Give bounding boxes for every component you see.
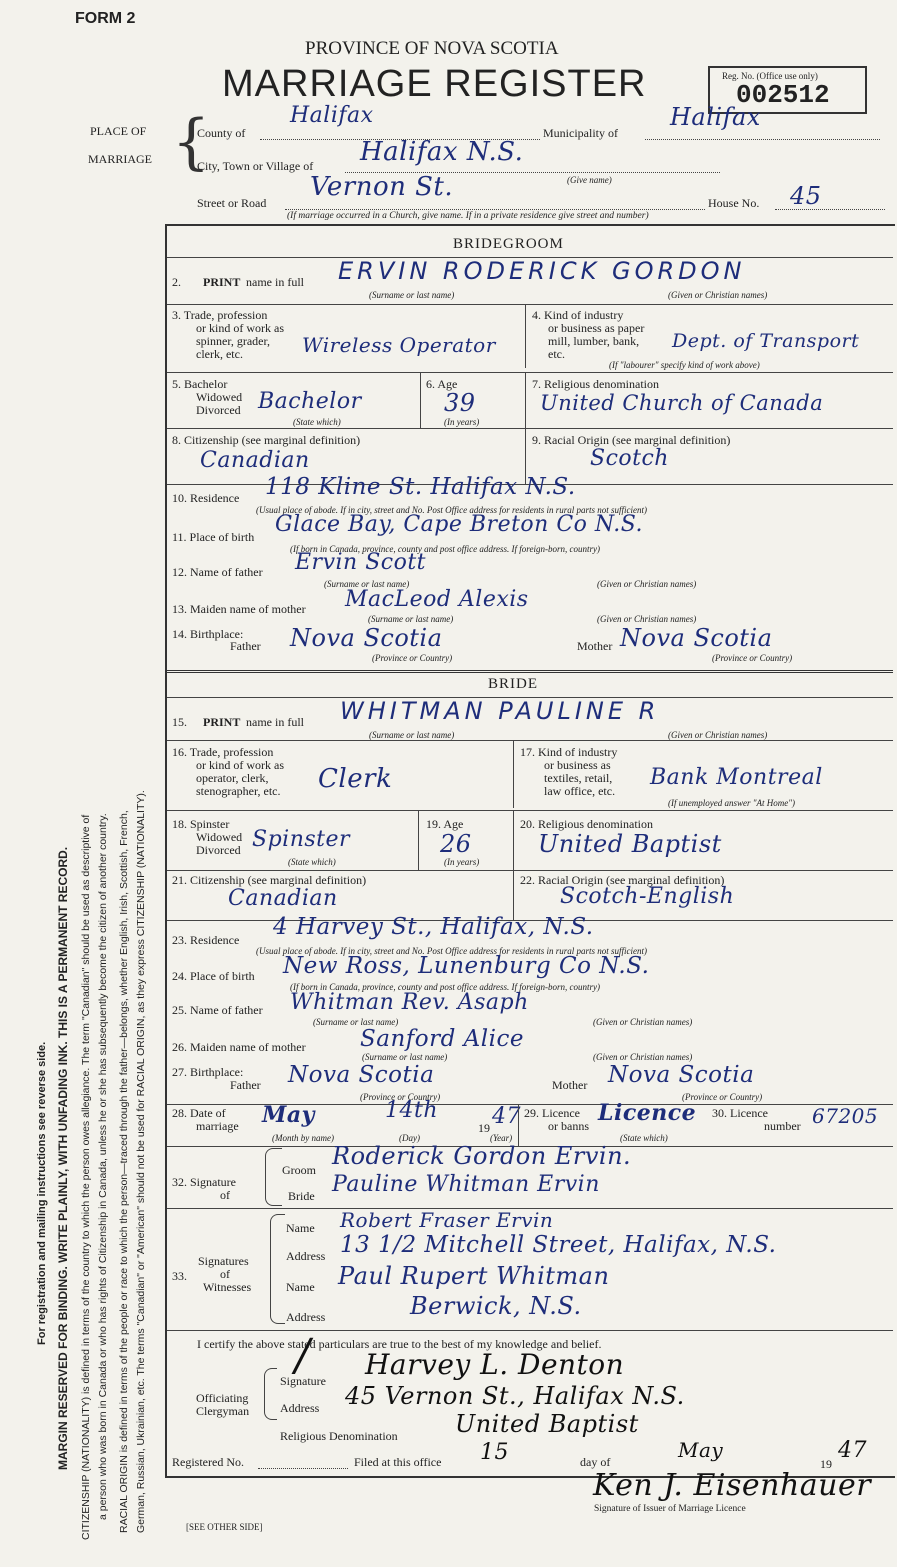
bride-citizenship-value: Canadian [228,886,338,911]
bride-trade-value: Clerk [318,764,393,794]
groom-industry-label-3: mill, lumber, bank, [548,334,640,348]
bride-citizenship-label: 21. Citizenship (see marginal definition) [172,873,367,887]
groom-racial-value: Scotch [590,446,669,471]
bride-mother-label: 26. Maiden name of mother [172,1040,306,1054]
margin-racial-def-1: RACIAL ORIGIN is defined in terms of the people or race to which the person—traced through the father—belongs, whether English, Irish, Scottish, French, [118,810,130,1533]
clergy-label-2: Clergyman [196,1404,250,1418]
groom-age-value: 39 [444,389,476,417]
bride-name-value: WHITMAN PAULINE R [340,697,660,725]
marriage-date-label-2: marriage [196,1119,239,1133]
groom-industry-value: Dept. of Transport [672,330,860,352]
bride-father-value: Whitman Rev. Asaph [290,990,529,1015]
licence-hint: (State which) [620,1133,668,1143]
bride-industry-value: Bank Montreal [650,765,823,790]
place-brace: { [172,107,211,177]
place-label-2: MARRIAGE [88,152,153,166]
divider [513,870,514,920]
bride-given-hint: (Given or Christian names) [668,730,768,740]
province-heading: PROVINCE OF NOVA SCOTIA [305,38,559,59]
county-label: County of [197,126,246,140]
groom-mother-bp-value: Nova Scotia [620,624,773,652]
groom-racial-label: 9. Racial Origin (see marginal definition) [532,433,731,447]
bride-mother-given-hint: (Given or Christian names) [593,1052,693,1062]
groom-father-bp-value: Nova Scotia [290,624,443,652]
groom-status-label-3: Divorced [196,403,241,417]
filed-year: 47 [838,1438,867,1463]
bride-father-bp-value: Nova Scotia [288,1062,435,1088]
house-value: 45 [790,182,822,210]
marriage-day-hint: (Day) [399,1133,420,1143]
licence-label-2: or banns [548,1119,589,1133]
witness2-name: Paul Rupert Whitman [338,1262,610,1290]
bride-industry-hint: (If unemployed answer "At Home") [668,798,796,808]
municipality-label: Municipality of [543,126,618,140]
bride-industry-label-1: 17. Kind of industry [520,745,618,759]
margin-citizenship-def-1: CITIZENSHIP (NATIONALITY) is defined in terms of the country to which the person owes allegiance. The term "Canadian" should be used as descriptive of [80,814,92,1540]
margin-racial-def-2: German, Russian, Ukrainian, etc. The terms "Canadian" or "American" should not be used for RACIAL ORIGIN, as they express CITIZENSHIP (NATIONALITY). [135,790,147,1533]
groom-religion-value: United Church of Canada [540,391,824,415]
groom-mother-surname-hint: (Surname or last name) [368,614,454,624]
reg-number-label: Reg. No. (Office use only) [722,71,818,81]
groom-father-given-hint: (Given or Christian names) [597,579,697,589]
marriage-day-value: 14th [385,1098,439,1123]
bride-racial-label: 22. Racial Origin (see marginal definition) [520,873,725,887]
groom-name-print: PRINT [203,275,241,289]
bride-age-label: 19. Age [426,817,464,831]
street-label: Street or Road [197,196,267,210]
bride-father-bp-label: Father [230,1078,261,1092]
signature-label-2: of [220,1188,230,1202]
bride-surname-hint: (Surname or last name) [369,730,455,740]
bride-birthplace-value: New Ross, Lunenburg Co N.S. [283,953,650,979]
form-number: FORM 2 [75,10,136,27]
groom-age-hint: (In years) [444,417,480,427]
bride-religion-label: 20. Religious denomination [520,817,653,831]
clergy-signature: Harvey L. Denton [365,1348,625,1381]
licence-number-label-1: 30. Licence [712,1106,768,1120]
divider [525,372,526,428]
city-value: Halifax N.S. [360,137,524,167]
bride-birthplace-hint: (If born in Canada, province, county and post office address. If foreign-born, country) [290,982,600,992]
groom-trade-label-2: or kind of work as [196,321,284,335]
groom-citizenship-label: 8. Citizenship (see marginal definition) [172,433,361,447]
groom-trade-label-3: spinner, grader, [196,334,271,348]
groom-status-label-1: 5. Bachelor [172,377,228,391]
bride-status-label-3: Divorced [196,843,241,857]
witness-label-2: of [220,1267,230,1281]
divider [167,1330,893,1331]
city-label: City, Town or Village of [197,159,314,173]
city-hint: (Give name) [567,175,612,185]
divider [167,740,893,741]
street-line [285,209,705,210]
marriage-month-hint: (Month by name) [272,1133,334,1143]
licence-number-label-2: number [764,1119,801,1133]
divider [420,372,421,428]
groom-father-surname-hint: (Surname or last name) [324,579,410,589]
signature-label-1: 32. Signature [172,1175,236,1189]
clergy-brace [264,1368,277,1420]
groom-mother-label: 13. Maiden name of mother [172,602,306,616]
groom-given-hint: (Given or Christian names) [668,290,768,300]
marriage-year-prefix: 19 [478,1121,490,1135]
groom-name-no: 2. [172,275,181,289]
divider [513,810,514,870]
groom-status-label-2: Widowed [196,390,243,404]
witness1-name-label: Name [286,1221,315,1235]
bride-status-hint: (State which) [288,857,336,867]
bride-name-print: PRINT [203,715,241,729]
municipality-value: Halifax [670,103,761,131]
bride-mother-province-hint: (Province or Country) [682,1092,763,1102]
groom-trade-value: Wireless Operator [302,333,496,357]
bride-residence-label: 23. Residence [172,933,240,947]
groom-mother-bp-label: Mother [577,639,613,653]
groom-industry-label-4: etc. [548,347,565,361]
groom-mother-value: MacLeod Alexis [345,587,529,612]
margin-binding-note: MARGIN RESERVED FOR BINDING. WRITE PLAINLY, WITH UNFADING INK. THIS IS A PERMANENT RECORD. [56,846,70,1470]
witness-label-1: Signatures [198,1254,249,1268]
bride-industry-label-4: law office, etc. [544,784,616,798]
clergy-sig-label: Signature [280,1374,326,1388]
groom-status-value: Bachelor [258,389,362,414]
bride-mother-bp-label: Mother [552,1078,588,1092]
bride-trade-label-1: 16. Trade, profession [172,745,274,759]
groom-religion-label: 7. Religious denomination [532,377,659,391]
signature-brace [265,1148,282,1206]
witness-label-3: Witnesses [203,1280,252,1294]
groom-surname-hint: (Surname or last name) [369,290,455,300]
marriage-year-hint: (Year) [490,1133,513,1143]
groom-industry-hint: (If "labourer" specify kind of work above) [609,360,760,370]
clergy-address: 45 Vernon St., Halifax N.S. [345,1382,685,1410]
bride-mother-bp-value: Nova Scotia [608,1062,755,1088]
denomination-label: Religious Denomination [280,1429,398,1443]
groom-age-label: 6. Age [426,377,458,391]
groom-mother-given-hint: (Given or Christian names) [597,614,697,624]
bride-sig-label: Bride [288,1189,315,1203]
witness-no: 33. [172,1269,187,1283]
issuer-signature: Ken J. Eisenhauer [593,1468,872,1503]
bride-residence-value: 4 Harvey St., Halifax, N.S. [273,914,594,940]
denomination-value: United Baptist [455,1410,639,1438]
bride-father-given-hint: (Given or Christian names) [593,1017,693,1027]
see-other-side: [SEE OTHER SIDE] [186,1522,263,1532]
bride-father-province-hint: (Province or Country) [360,1092,441,1102]
page-title: MARRIAGE REGISTER [222,63,647,105]
bride-father-label: 25. Name of father [172,1003,263,1017]
bride-status-label-2: Widowed [196,830,243,844]
witness1-address-label: Address [286,1249,326,1263]
groom-birthplace-hint: (If born in Canada, province, county and post office address. If foreign-born, country) [290,544,600,554]
bride-parents-birthplace-label: 27. Birthplace: [172,1065,244,1079]
groom-industry-label-2: or business as paper [548,321,645,335]
groom-residence-label: 10. Residence [172,491,240,505]
margin-citizenship-def-2: a person who was born in Canada or who has rights of Citizenship in Canada, unless he or she has subsequently become the citizen of another country. [97,813,109,1520]
groom-residence-hint: (Usual place of abode. If in city, street and No. Post Office address for residents in rural parts not sufficient) [256,505,647,515]
licence-label-1: 29. Licence [524,1106,580,1120]
bride-religion-value: United Baptist [538,830,722,858]
groom-name-value: ERVIN RODERICK GORDON [338,257,746,285]
filed-month: May [678,1438,724,1462]
groom-father-bp-label: Father [230,639,261,653]
marriage-month-value: May [262,1102,315,1128]
municipality-line [645,139,880,140]
witness-brace [270,1214,285,1324]
bride-mother-surname-hint: (Surname or last name) [362,1052,448,1062]
witness2-name-label: Name [286,1280,315,1294]
groom-industry-label-1: 4. Kind of industry [532,308,624,322]
groom-birthplace-label: 11. Place of birth [172,530,255,544]
bride-status-label-1: 18. Spinster [172,817,230,831]
filed-day: 15 [480,1440,509,1465]
registered-line [258,1468,348,1469]
reg-number-value: 002512 [736,80,830,110]
bride-racial-value: Scotch-English [560,884,735,909]
divider [513,740,514,808]
groom-citizenship-value: Canadian [200,448,310,473]
groom-residence-value: 118 Kline St. Halifax N.S. [265,474,576,500]
bridegroom-heading: BRIDEGROOM [453,236,564,252]
witness2-address-label: Address [286,1310,326,1324]
county-value: Halifax [290,103,374,128]
bride-father-surname-hint: (Surname or last name) [313,1017,399,1027]
filed-label: Filed at this office [354,1455,442,1469]
marriage-date-label-1: 28. Date of [172,1106,226,1120]
bride-industry-label-3: textiles, retail, [544,771,613,785]
bride-mother-value: Sanford Alice [360,1026,524,1052]
bride-birthplace-label: 24. Place of birth [172,969,255,983]
place-note: (If marriage occurred in a Church, give name. If in a private residence give street and number) [287,211,649,221]
bride-trade-label-2: or kind of work as [196,758,284,772]
bride-signature: Pauline Whitman Ervin [332,1172,600,1197]
groom-parents-birthplace-label: 14. Birthplace: [172,627,244,641]
bride-heading: BRIDE [488,676,538,692]
groom-signature: Roderick Gordon Ervin. [332,1142,632,1170]
bride-name-no: 15. [172,715,187,729]
bride-industry-label-2: or business as [544,758,611,772]
groom-birthplace-value: Glace Bay, Cape Breton Co N.S. [275,512,644,537]
clergy-label-1: Officiating [196,1391,249,1405]
witness1-name: Robert Fraser Ervin [340,1208,554,1232]
bride-trade-label-3: operator, clerk, [196,771,269,785]
divider [518,1104,519,1146]
certify-mark: / [295,1330,311,1381]
groom-trade-label-1: 3. Trade, profession [172,308,268,322]
street-value: Vernon St. [310,172,454,202]
bride-residence-hint: (Usual place of abode. If in city, street and No. Post Office address for residents in rural parts not sufficient) [256,946,647,956]
bride-age-hint: (In years) [444,857,480,867]
filed-year-prefix: 19 [820,1457,832,1471]
divider [167,670,893,673]
divider [167,428,893,429]
groom-sig-label: Groom [282,1163,316,1177]
groom-name-label: name in full [246,275,304,289]
registered-label: Registered No. [172,1455,244,1469]
divider [167,304,893,305]
groom-status-hint: (State which) [293,417,341,427]
licence-value: Licence [598,1100,697,1126]
divider [418,810,419,870]
divider [525,304,526,368]
groom-trade-label-4: clerk, etc. [196,347,243,361]
witness1-address: 13 1/2 Mitchell Street, Halifax, N.S. [340,1232,777,1258]
day-of-label: day of [580,1455,611,1469]
certify-text: I certify the above stated particulars are true to the best of my knowledge and belief. [197,1337,602,1351]
divider [167,372,893,373]
issuer-label: Signature of Issuer of Marriage Licence [594,1504,746,1514]
bride-age-value: 26 [440,830,472,858]
divider [167,870,893,871]
margin-instructions: For registration and mailing instructions see reverse side. [36,1041,48,1345]
house-label: House No. [708,196,760,210]
groom-father-label: 12. Name of father [172,565,263,579]
marriage-year-value: 47 [492,1104,521,1129]
witness2-address: Berwick, N.S. [410,1292,582,1320]
groom-father-province-hint: (Province or Country) [372,653,453,663]
clergy-address-label: Address [280,1401,320,1415]
groom-father-value: Ervin Scott [295,550,427,575]
divider [167,810,893,811]
place-label-1: PLACE OF [90,124,147,138]
licence-number-value: 67205 [812,1104,879,1128]
bride-status-value: Spinster [252,827,351,852]
bride-trade-label-4: stenographer, etc. [196,784,281,798]
bride-name-label: name in full [246,715,304,729]
groom-mother-province-hint: (Province or Country) [712,653,793,663]
